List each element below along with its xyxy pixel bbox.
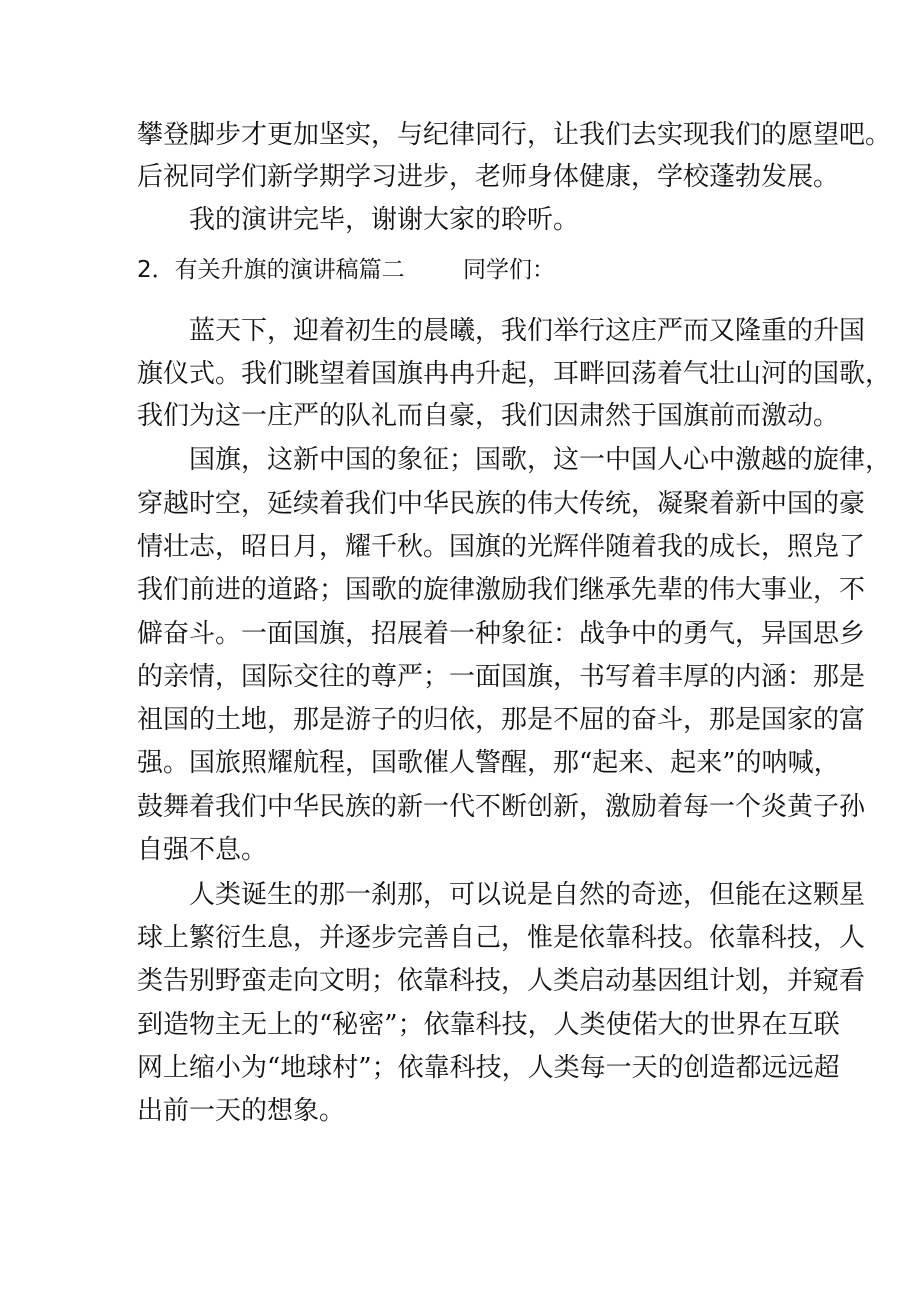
paragraph-line: 我们前进的道路；国歌的旋律激励我们继承先辈的伟大事业，不	[137, 575, 866, 605]
paragraph-line: 我们为这一庄严的队礼而自豪，我们因肃然于国旗前而激动。	[137, 401, 840, 431]
paragraph-line: 自强不息。	[137, 835, 268, 865]
paragraph-line: 类告别野蛮走向文明；依靠科技，人类启动基因组计划，并窥看	[137, 966, 866, 996]
paragraph-line: 到造物主无上的“秘密”；依靠科技，人类使偌大的世界在互联	[137, 1010, 840, 1040]
paragraph-line: 国旗，这新中国的象征；国歌，这一中国人心中激越的旋律，	[189, 445, 892, 475]
paragraph-line: 人类诞生的那一刹那，可以说是自然的奇迹，但能在这颗星	[189, 880, 866, 910]
paragraph-line: 鼓舞着我们中华民族的新一代不断创新，激励着每一个炎黄子孙	[137, 792, 866, 822]
paragraph-line: 网上缩小为“地球村”；依靠科技，人类每一天的创造都远远超	[137, 1053, 840, 1083]
paragraph-line: 出前一天的想象。	[137, 1096, 346, 1126]
paragraph-line: 球上繁衍生息，并逐步完善自己，惟是依靠科技。依靠科技，人	[137, 923, 866, 953]
paragraph-line: 旗仪式。我们眺望着国旗冉冉升起，耳畔回荡着气壮山河的国歌，	[137, 359, 892, 389]
section-heading: 2．有关升旗的演讲稿篇二	[137, 257, 405, 283]
paragraph-line: 的亲情，国际交往的尊严；一面国旗，书写着丰厚的内涵：那是	[137, 662, 866, 692]
text-line: 后祝同学们新学期学习进步，老师身体健康，学校蓬勃发展。	[137, 162, 840, 192]
paragraph-line: 情壮志，昭日月，耀千秋。国旗的光辉伴随着我的成长，照凫了	[137, 532, 866, 562]
paragraph-line: 蓝天下，迎着初生的晨曦，我们举行这庄严而又隆重的升国	[189, 316, 866, 346]
paragraph-line: 强。国旅照耀航程，国歌催人警醒，那“起来、起来”的呐喊，	[137, 748, 840, 778]
paragraph-line: 祖国的土地，那是游子的归依，那是不屈的奋斗，那是国家的富	[137, 705, 866, 735]
text-line: 我的演讲完毕，谢谢大家的聆听。	[189, 205, 580, 235]
paragraph-line: 穿越时空，延续着我们中华民族的伟大传统，凝聚着新中国的豪	[137, 489, 866, 519]
text-line: 攀登脚步才更加坚实，与纪律同行，让我们去实现我们的愿望吧。	[137, 120, 892, 150]
salutation: 同学们：	[463, 257, 555, 283]
paragraph-line: 僻奋斗。一面国旗，招展着一种象征：战争中的勇气，异国思乡	[137, 619, 866, 649]
